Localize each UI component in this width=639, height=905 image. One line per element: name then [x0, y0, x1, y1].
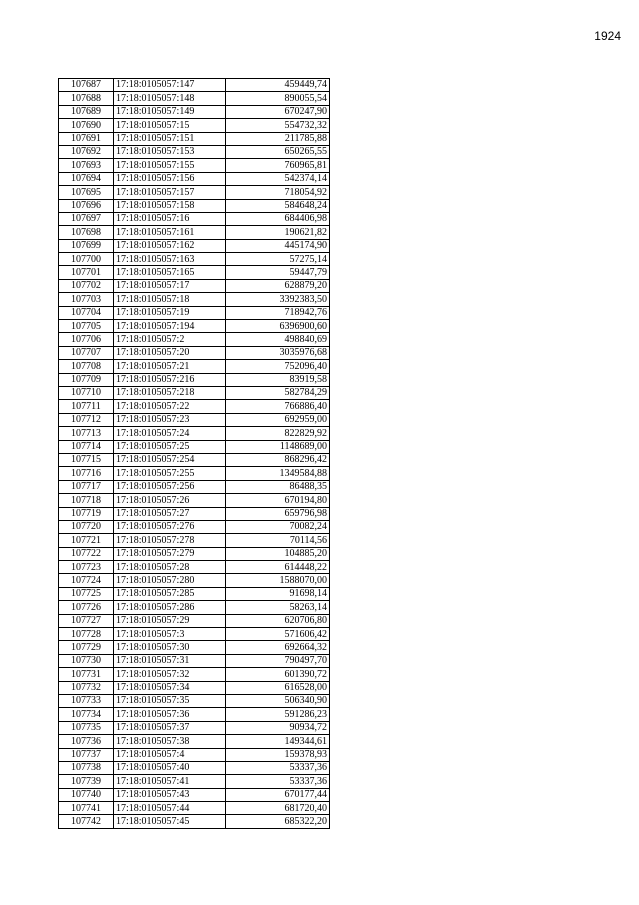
cadastral-value-cell: 692959,00: [226, 413, 330, 426]
row-number-cell: 107738: [59, 761, 114, 774]
cadastral-number-cell: 17:18:0105057:156: [114, 172, 226, 185]
cadastral-number-cell: 17:18:0105057:41: [114, 775, 226, 788]
row-number-cell: 107729: [59, 641, 114, 654]
cadastral-number-cell: 17:18:0105057:163: [114, 253, 226, 266]
row-number-cell: 107730: [59, 654, 114, 667]
cadastral-value-cell: 70114,56: [226, 534, 330, 547]
cadastral-number-cell: 17:18:0105057:25: [114, 440, 226, 453]
cadastral-value-cell: 868296,42: [226, 453, 330, 466]
table-row: [59, 815, 330, 828]
row-number-cell: 107694: [59, 172, 114, 185]
table-row: [59, 346, 330, 359]
row-number-cell: 107722: [59, 547, 114, 560]
row-number-cell: 107725: [59, 587, 114, 600]
table-row: [59, 480, 330, 493]
cadastral-value-cell: 670247,90: [226, 105, 330, 118]
cadastral-number-cell: 17:18:0105057:4: [114, 748, 226, 761]
cadastral-number-cell: 17:18:0105057:165: [114, 266, 226, 279]
cadastral-value-cell: 445174,90: [226, 239, 330, 252]
cadastral-number-cell: 17:18:0105057:162: [114, 239, 226, 252]
row-number-cell: 107716: [59, 467, 114, 480]
cadastral-value-cell: 83919,58: [226, 373, 330, 386]
cadastral-number-cell: 17:18:0105057:29: [114, 614, 226, 627]
table-row: [59, 775, 330, 788]
cadastral-value-cell: 149344,61: [226, 735, 330, 748]
cadastral-number-cell: 17:18:0105057:21: [114, 360, 226, 373]
cadastral-number-cell: 17:18:0105057:147: [114, 79, 226, 92]
cadastral-value-cell: 752096,40: [226, 360, 330, 373]
cadastral-number-cell: 17:18:0105057:18: [114, 293, 226, 306]
cadastral-number-cell: 17:18:0105057:40: [114, 761, 226, 774]
table-row: [59, 386, 330, 399]
row-number-cell: 107697: [59, 212, 114, 225]
cadastral-number-cell: 17:18:0105057:28: [114, 561, 226, 574]
table-row: [59, 145, 330, 158]
row-number-cell: 107735: [59, 721, 114, 734]
table-row: [59, 132, 330, 145]
table-row: [59, 574, 330, 587]
row-number-cell: 107741: [59, 802, 114, 815]
table-row: [59, 333, 330, 346]
cadastral-value-cell: 685322,20: [226, 815, 330, 828]
cadastral-number-cell: 17:18:0105057:157: [114, 186, 226, 199]
row-number-cell: 107709: [59, 373, 114, 386]
row-number-cell: 107688: [59, 92, 114, 105]
cadastral-value-cell: 591286,23: [226, 708, 330, 721]
table-row: [59, 105, 330, 118]
cadastral-value-cell: 3392383,50: [226, 293, 330, 306]
row-number-cell: 107687: [59, 79, 114, 92]
cadastral-number-cell: 17:18:0105057:2: [114, 333, 226, 346]
row-number-cell: 107714: [59, 440, 114, 453]
table-row: [59, 467, 330, 480]
table-row: [59, 694, 330, 707]
cadastral-value-cell: 90934,72: [226, 721, 330, 734]
cadastral-number-cell: 17:18:0105057:35: [114, 694, 226, 707]
cadastral-number-cell: 17:18:0105057:3: [114, 628, 226, 641]
cadastral-value-cell: 616528,00: [226, 681, 330, 694]
cadastral-value-cell: 53337,36: [226, 775, 330, 788]
cadastral-number-cell: 17:18:0105057:27: [114, 507, 226, 520]
table-row: [59, 320, 330, 333]
row-number-cell: 107699: [59, 239, 114, 252]
cadastral-number-cell: 17:18:0105057:22: [114, 400, 226, 413]
table-row: [59, 413, 330, 426]
cadastral-number-cell: 17:18:0105057:148: [114, 92, 226, 105]
row-number-cell: 107733: [59, 694, 114, 707]
cadastral-number-cell: 17:18:0105057:30: [114, 641, 226, 654]
cadastral-value-cell: 57275,14: [226, 253, 330, 266]
row-number-cell: 107726: [59, 601, 114, 614]
row-number-cell: 107708: [59, 360, 114, 373]
table-row: [59, 601, 330, 614]
table-row: [59, 119, 330, 132]
cadastral-number-cell: 17:18:0105057:149: [114, 105, 226, 118]
table-row: [59, 668, 330, 681]
cadastral-number-cell: 17:18:0105057:278: [114, 534, 226, 547]
table-row: [59, 440, 330, 453]
cadastral-number-cell: 17:18:0105057:32: [114, 668, 226, 681]
cadastral-number-cell: 17:18:0105057:43: [114, 788, 226, 801]
row-number-cell: 107703: [59, 293, 114, 306]
table-row: [59, 186, 330, 199]
cadastral-number-cell: 17:18:0105057:20: [114, 346, 226, 359]
cadastral-number-cell: 17:18:0105057:279: [114, 547, 226, 560]
cadastral-value-table: [58, 78, 330, 829]
table-row: [59, 614, 330, 627]
cadastral-value-cell: 659796,98: [226, 507, 330, 520]
cadastral-number-cell: 17:18:0105057:158: [114, 199, 226, 212]
row-number-cell: 107720: [59, 520, 114, 533]
cadastral-number-cell: 17:18:0105057:216: [114, 373, 226, 386]
row-number-cell: 107717: [59, 480, 114, 493]
cadastral-value-cell: 766886,40: [226, 400, 330, 413]
row-number-cell: 107724: [59, 574, 114, 587]
row-number-cell: 107690: [59, 119, 114, 132]
row-number-cell: 107718: [59, 494, 114, 507]
cadastral-number-cell: 17:18:0105057:285: [114, 587, 226, 600]
row-number-cell: 107736: [59, 735, 114, 748]
table-row: [59, 534, 330, 547]
cadastral-value-cell: 670194,80: [226, 494, 330, 507]
cadastral-value-cell: 650265,55: [226, 145, 330, 158]
table-row: [59, 199, 330, 212]
row-number-cell: 107702: [59, 279, 114, 292]
table-row: [59, 159, 330, 172]
cadastral-number-cell: 17:18:0105057:16: [114, 212, 226, 225]
cadastral-value-cell: 542374,14: [226, 172, 330, 185]
cadastral-number-cell: 17:18:0105057:45: [114, 815, 226, 828]
table-row: [59, 735, 330, 748]
table-row: [59, 587, 330, 600]
table-row: [59, 507, 330, 520]
cadastral-value-cell: 459449,74: [226, 79, 330, 92]
cadastral-value-cell: 620706,80: [226, 614, 330, 627]
row-number-cell: 107691: [59, 132, 114, 145]
row-number-cell: 107705: [59, 320, 114, 333]
row-number-cell: 107728: [59, 628, 114, 641]
cadastral-value-cell: 681720,40: [226, 802, 330, 815]
cadastral-value-cell: 718054,92: [226, 186, 330, 199]
cadastral-value-cell: 1148689,00: [226, 440, 330, 453]
row-number-cell: 107696: [59, 199, 114, 212]
table-row: [59, 373, 330, 386]
row-number-cell: 107713: [59, 427, 114, 440]
table-row: [59, 360, 330, 373]
cadastral-number-cell: 17:18:0105057:19: [114, 306, 226, 319]
cadastral-value-cell: 790497,70: [226, 654, 330, 667]
table-row: [59, 802, 330, 815]
cadastral-value-cell: 6396900,60: [226, 320, 330, 333]
row-number-cell: 107739: [59, 775, 114, 788]
cadastral-value-cell: 582784,29: [226, 386, 330, 399]
row-number-cell: 107700: [59, 253, 114, 266]
row-number-cell: 107723: [59, 561, 114, 574]
cadastral-number-cell: 17:18:0105057:276: [114, 520, 226, 533]
cadastral-number-cell: 17:18:0105057:194: [114, 320, 226, 333]
table-row: [59, 641, 330, 654]
row-number-cell: 107706: [59, 333, 114, 346]
row-number-cell: 107711: [59, 400, 114, 413]
cadastral-number-cell: 17:18:0105057:44: [114, 802, 226, 815]
cadastral-value-cell: 670177,44: [226, 788, 330, 801]
cadastral-value-cell: 718942,76: [226, 306, 330, 319]
table-row: [59, 79, 330, 92]
table-row: [59, 427, 330, 440]
row-number-cell: 107732: [59, 681, 114, 694]
cadastral-value-cell: 601390,72: [226, 668, 330, 681]
cadastral-value-cell: 104885,20: [226, 547, 330, 560]
cadastral-number-cell: 17:18:0105057:256: [114, 480, 226, 493]
cadastral-number-cell: 17:18:0105057:280: [114, 574, 226, 587]
cadastral-value-cell: 86488,35: [226, 480, 330, 493]
cadastral-value-cell: 584648,24: [226, 199, 330, 212]
row-number-cell: 107712: [59, 413, 114, 426]
cadastral-value-cell: 506340,90: [226, 694, 330, 707]
cadastral-number-cell: 17:18:0105057:17: [114, 279, 226, 292]
row-number-cell: 107740: [59, 788, 114, 801]
table-row: [59, 628, 330, 641]
table-row: [59, 761, 330, 774]
row-number-cell: 107707: [59, 346, 114, 359]
cadastral-number-cell: 17:18:0105057:37: [114, 721, 226, 734]
cadastral-value-cell: 822829,92: [226, 427, 330, 440]
cadastral-value-cell: 53337,36: [226, 761, 330, 774]
cadastral-number-cell: 17:18:0105057:31: [114, 654, 226, 667]
row-number-cell: 107710: [59, 386, 114, 399]
row-number-cell: 107693: [59, 159, 114, 172]
table-row: [59, 788, 330, 801]
cadastral-value-cell: 3035976,68: [226, 346, 330, 359]
cadastral-value-cell: 498840,69: [226, 333, 330, 346]
table-row: [59, 453, 330, 466]
row-number-cell: 107695: [59, 186, 114, 199]
cadastral-number-cell: 17:18:0105057:151: [114, 132, 226, 145]
row-number-cell: 107734: [59, 708, 114, 721]
cadastral-value-cell: 159378,93: [226, 748, 330, 761]
table-row: [59, 748, 330, 761]
row-number-cell: 107692: [59, 145, 114, 158]
table-row: [59, 226, 330, 239]
row-number-cell: 107704: [59, 306, 114, 319]
cadastral-number-cell: 17:18:0105057:155: [114, 159, 226, 172]
table-row: [59, 212, 330, 225]
cadastral-number-cell: 17:18:0105057:254: [114, 453, 226, 466]
cadastral-number-cell: 17:18:0105057:23: [114, 413, 226, 426]
cadastral-value-cell: 190621,82: [226, 226, 330, 239]
cadastral-value-cell: 554732,32: [226, 119, 330, 132]
cadastral-value-cell: 70082,24: [226, 520, 330, 533]
cadastral-number-cell: 17:18:0105057:38: [114, 735, 226, 748]
row-number-cell: 107727: [59, 614, 114, 627]
table-row: [59, 306, 330, 319]
row-number-cell: 107737: [59, 748, 114, 761]
cadastral-number-cell: 17:18:0105057:24: [114, 427, 226, 440]
table-row: [59, 520, 330, 533]
table-row: [59, 708, 330, 721]
cadastral-number-cell: 17:18:0105057:286: [114, 601, 226, 614]
table-row: [59, 547, 330, 560]
table-row: [59, 239, 330, 252]
table-row: [59, 172, 330, 185]
table-row: [59, 253, 330, 266]
row-number-cell: 107721: [59, 534, 114, 547]
table-row: [59, 494, 330, 507]
row-number-cell: 107715: [59, 453, 114, 466]
cadastral-number-cell: 17:18:0105057:161: [114, 226, 226, 239]
row-number-cell: 107719: [59, 507, 114, 520]
cadastral-value-cell: 684406,98: [226, 212, 330, 225]
cadastral-number-cell: 17:18:0105057:153: [114, 145, 226, 158]
cadastral-value-cell: 211785,88: [226, 132, 330, 145]
table-row: [59, 654, 330, 667]
cadastral-value-cell: 1588070,00: [226, 574, 330, 587]
cadastral-value-cell: 760965,81: [226, 159, 330, 172]
cadastral-number-cell: 17:18:0105057:34: [114, 681, 226, 694]
table-row: [59, 400, 330, 413]
cadastral-number-cell: 17:18:0105057:26: [114, 494, 226, 507]
cadastral-value-cell: 890055,54: [226, 92, 330, 105]
row-number-cell: 107689: [59, 105, 114, 118]
table-row: [59, 92, 330, 105]
cadastral-value-cell: 571606,42: [226, 628, 330, 641]
cadastral-value-cell: 59447,79: [226, 266, 330, 279]
cadastral-value-cell: 628879,20: [226, 279, 330, 292]
cadastral-value-cell: 1349584,88: [226, 467, 330, 480]
row-number-cell: 107701: [59, 266, 114, 279]
table-row: [59, 266, 330, 279]
cadastral-value-cell: 58263,14: [226, 601, 330, 614]
table-body: [59, 79, 330, 829]
table-row: [59, 279, 330, 292]
cadastral-value-cell: 91698,14: [226, 587, 330, 600]
row-number-cell: 107731: [59, 668, 114, 681]
page-number: 1924: [594, 29, 621, 43]
cadastral-number-cell: 17:18:0105057:15: [114, 119, 226, 132]
row-number-cell: 107742: [59, 815, 114, 828]
table-row: [59, 681, 330, 694]
cadastral-value-cell: 614448,22: [226, 561, 330, 574]
table-row: [59, 561, 330, 574]
cadastral-number-cell: 17:18:0105057:255: [114, 467, 226, 480]
table-row: [59, 293, 330, 306]
cadastral-value-cell: 692664,32: [226, 641, 330, 654]
cadastral-number-cell: 17:18:0105057:218: [114, 386, 226, 399]
row-number-cell: 107698: [59, 226, 114, 239]
cadastral-number-cell: 17:18:0105057:36: [114, 708, 226, 721]
table-row: [59, 721, 330, 734]
